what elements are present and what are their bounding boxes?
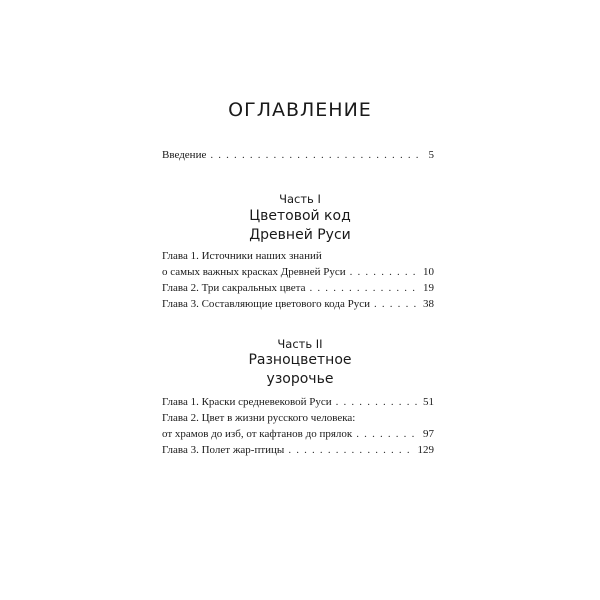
toc-entry-text: от храмов до изб, от кафтанов до прялок bbox=[162, 428, 353, 440]
toc-entry-introduction[interactable] bbox=[162, 147, 434, 163]
toc-entry-text: Введение bbox=[162, 149, 207, 161]
toc-entry-text: Глава 2. Три сакральных цвета bbox=[162, 282, 306, 294]
part-1-title-line-2: Древней Руси bbox=[249, 227, 351, 243]
leader-dots bbox=[288, 442, 413, 458]
toc-page-number: 10 bbox=[423, 266, 434, 278]
toc-entry-part2-ch3[interactable] bbox=[162, 442, 434, 458]
page-title: ОГЛАВЛЕНИЕ bbox=[228, 99, 372, 121]
leader-dots bbox=[374, 296, 418, 312]
toc-page-number: 5 bbox=[428, 149, 434, 161]
toc-page-number: 19 bbox=[423, 282, 434, 294]
toc-entry-text: Глава 1. Краски средневековой Руси bbox=[162, 396, 332, 408]
toc-entry-text: о самых важных красках Древней Руси bbox=[162, 266, 346, 278]
toc-entry-part1-ch2[interactable] bbox=[162, 280, 434, 296]
leader-dots bbox=[356, 426, 418, 442]
part-1-label: Часть I bbox=[279, 192, 321, 206]
leader-dots bbox=[310, 280, 419, 296]
toc-page-number: 97 bbox=[423, 428, 434, 440]
toc-entry-part2-ch2-cont[interactable] bbox=[162, 426, 434, 442]
leader-dots bbox=[210, 147, 418, 163]
toc-entry-text: Глава 2. Цвет в жизни русского человека: bbox=[162, 412, 356, 424]
toc-entry-text: Глава 3. Составляющие цветового кода Руси bbox=[162, 298, 370, 310]
toc-page-number: 51 bbox=[423, 396, 434, 408]
leader-dots bbox=[350, 264, 418, 280]
toc-page-number: 129 bbox=[417, 444, 434, 456]
toc-entry-part1-ch1[interactable] bbox=[162, 248, 434, 264]
toc-entry-part2-ch1[interactable] bbox=[162, 394, 434, 410]
toc-entry-part1-ch1-cont[interactable] bbox=[162, 264, 434, 280]
part-2-title-line-1: Разноцветное bbox=[248, 352, 352, 368]
toc-entry-text: Глава 3. Полет жар-птицы bbox=[162, 444, 285, 456]
leader-dots bbox=[336, 394, 418, 410]
part-2-label: Часть II bbox=[277, 337, 323, 351]
toc-entry-part2-ch2[interactable] bbox=[162, 410, 434, 426]
toc-entry-part1-ch3[interactable] bbox=[162, 296, 434, 312]
toc-entry-text: Глава 1. Источники наших знаний bbox=[162, 250, 322, 262]
part-2-title-line-2: узорочье bbox=[266, 371, 334, 387]
toc-page-number: 38 bbox=[423, 298, 434, 310]
part-1-title-line-1: Цветовой код bbox=[249, 208, 351, 224]
